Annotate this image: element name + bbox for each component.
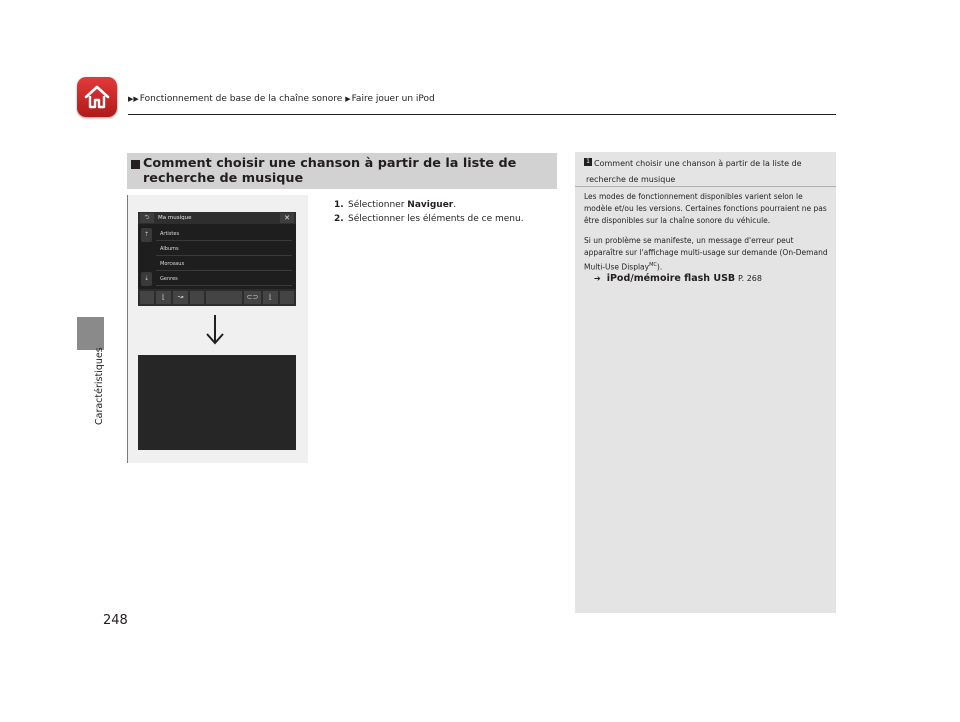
scroll-up-icon[interactable]: ⇡ — [141, 228, 152, 242]
seat-icon[interactable]: ⌊ — [156, 291, 171, 304]
section-heading — [127, 153, 557, 189]
screen-title: Ma musique — [158, 215, 192, 221]
screen-list-item-artistes[interactable]: Artistes — [156, 227, 292, 241]
note-paragraph: Si un problème se manifeste, un message d'erreur peut apparaître sur l'affichage multi-usage sur demande (On-Demand Multi-Use Display$^{MC}$). — [584, 236, 828, 272]
recirculation-icon[interactable]: ⊂⊃ — [244, 291, 261, 304]
back-icon[interactable]: ⮌ — [140, 213, 154, 223]
home-button[interactable] — [77, 77, 117, 117]
result-screen — [138, 355, 296, 450]
note-box — [575, 152, 836, 613]
section-title: Comment choisir une chanson à partir de la liste de recherche de musique — [143, 156, 517, 186]
section-square-icon — [131, 160, 140, 169]
note-heading: 1 Comment choisir une chanson à partir de la liste de recherche de musique — [575, 152, 836, 187]
note-body — [584, 191, 830, 282]
music-search-screen — [138, 212, 296, 306]
seat-icon[interactable] — [140, 291, 154, 304]
scroll-down-icon[interactable]: ⇣ — [141, 272, 152, 286]
header-divider — [128, 114, 836, 115]
page-reference-link[interactable]: ➔ iPod/mémoire flash USB P. 268 — [594, 273, 762, 284]
note-paragraph: Les modes de fonctionnement disponibles varient selon le modèle et/ou les versions. Certaines fonctions pourraient ne pas être disponibles sur la chaîne sonore du véhicule. — [584, 192, 827, 225]
screen-list-item-albums[interactable]: Albums — [156, 242, 292, 256]
down-arrow-icon — [203, 314, 227, 346]
breadcrumb-arrow-icon: ▶ — [345, 95, 351, 103]
breadcrumb-arrow-icon: ▶▶ — [128, 95, 139, 103]
home-icon — [83, 84, 111, 110]
step-2: 2. Sélectionner les éléments de ce menu. — [334, 214, 524, 224]
close-icon[interactable]: ✕ — [280, 213, 294, 223]
reference-arrow-icon: ➔ — [594, 274, 601, 283]
step-1: 1. Sélectionner Naviguer. — [334, 200, 457, 210]
section-label: Caractéristiques — [94, 347, 105, 425]
screen-list-item-genres[interactable]: Genres — [156, 272, 292, 286]
seat-icon[interactable]: ⌊ — [263, 291, 278, 304]
fan-icon[interactable]: ↝ — [173, 291, 188, 304]
note-icon: 1 — [584, 158, 592, 166]
blank-button[interactable] — [280, 291, 294, 304]
screen-bottom-bar — [138, 289, 296, 306]
blank-button[interactable] — [190, 291, 204, 304]
breadcrumb-item[interactable]: Faire jouer un iPod — [351, 94, 435, 104]
blank-button[interactable] — [206, 291, 242, 304]
breadcrumb-item[interactable]: Fonctionnement de base de la chaîne sonore — [139, 94, 343, 104]
screen-title-bar — [138, 212, 296, 224]
page-number: 248 — [103, 613, 128, 628]
instruction-steps — [334, 198, 524, 226]
screen-list-item-morceaux[interactable]: Morceaux — [156, 257, 292, 271]
breadcrumb — [128, 94, 435, 104]
